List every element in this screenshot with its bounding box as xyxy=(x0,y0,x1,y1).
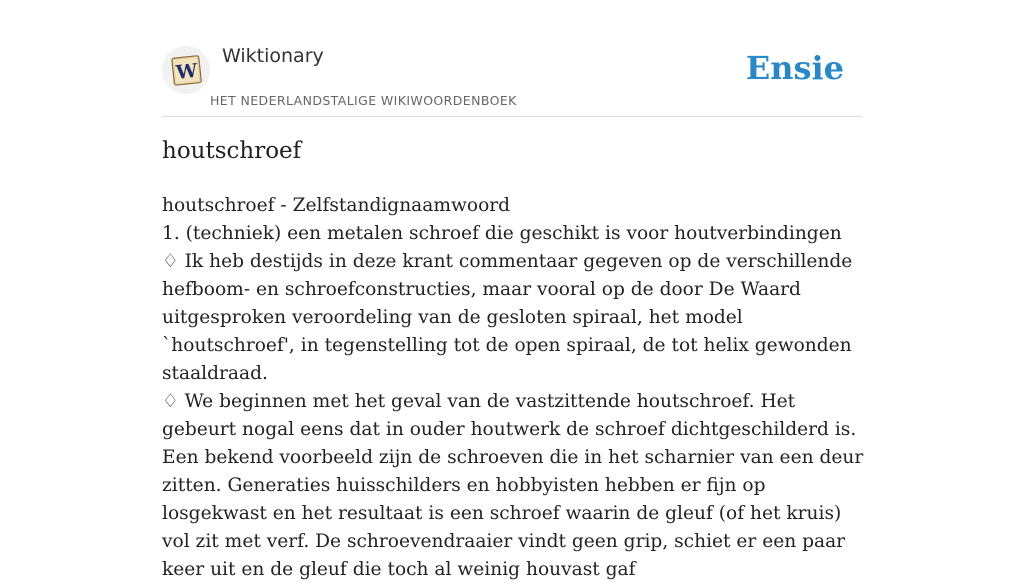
svg-text:W: W xyxy=(174,59,199,84)
brand-logo[interactable]: Ensie xyxy=(745,49,844,87)
example-sentence: ♢ Ik heb destijds in deze krant commentaar gegeven op de verschillende hefboom- en schroefconstructies, maar vooral op de door De Waard uitgesproken veroordeling van de gesloten spiraal, het model `houtschroef', in tegenstelling tot de open spiraal, de tot helix gewonden staaldraad. xyxy=(162,251,853,384)
site-subtitle: HET NEDERLANDSTALIGE WIKIWOORDENBOEK xyxy=(210,93,517,108)
wiktionary-logo-icon[interactable] xyxy=(162,46,210,94)
example-sentence: ♢ We beginnen met het geval van de vastzittende houtschroef. Het gebeurt nogal eens dat in ouder houtwerk de schroef dichtgeschilderd is. Een bekend voorbeeld zijn de schroeven die in het scharnier van een deur zitten. Generaties huisschilders en hobbyisten hebben er fijn op losgekwast en het resultaat is een schroef waarin de gleuf (of het kruis) vol zit met verf. De schroevendraaier vindt geen grip, schiet er een paar keer uit en de gleuf die toch al weinig houvast gaf xyxy=(162,391,864,580)
page-title: houtschroef xyxy=(162,138,302,164)
entry-definition: 1. (techniek) een metalen schroef die geschikt is voor houtverbindingen xyxy=(162,223,842,244)
entry-content xyxy=(162,192,864,584)
site-name[interactable]: Wiktionary xyxy=(222,45,324,67)
entry-heading: houtschroef - Zelfstandignaamwoord xyxy=(162,195,511,216)
site-header xyxy=(162,0,862,117)
